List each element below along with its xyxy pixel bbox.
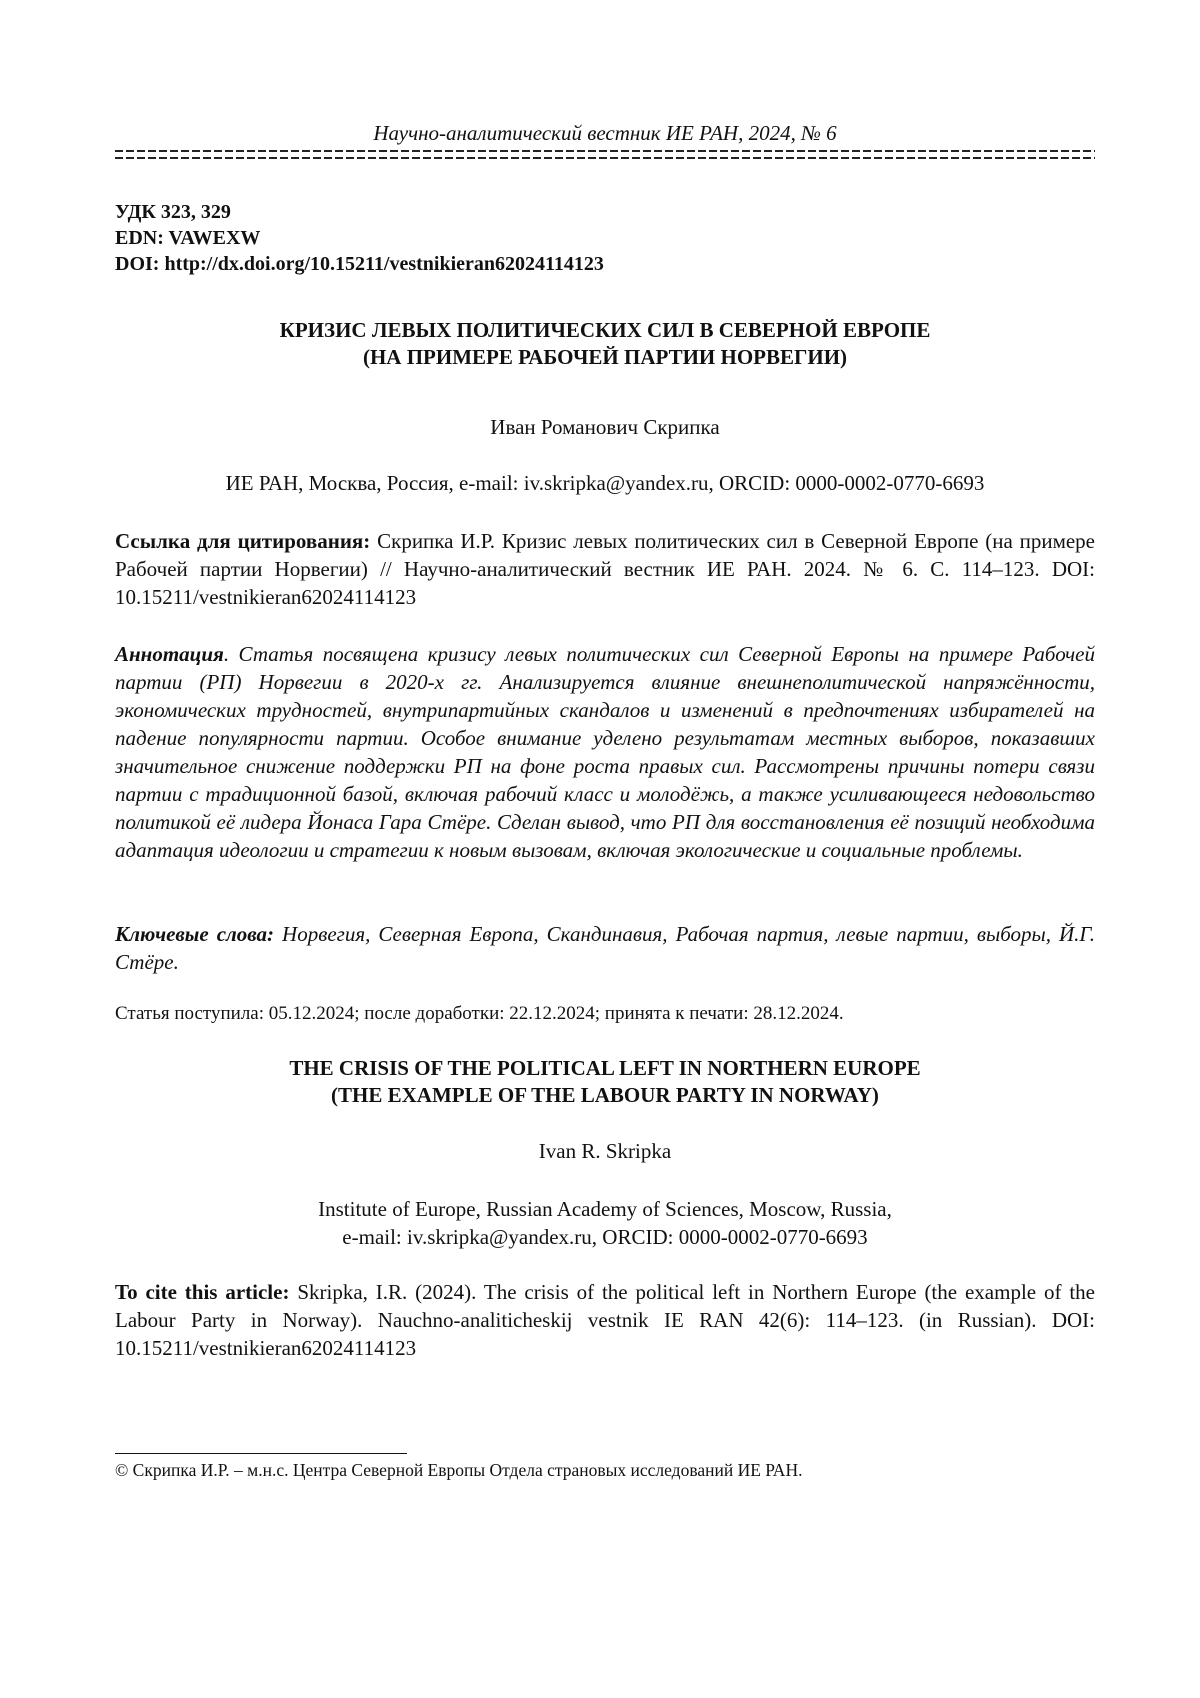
title-russian	[115, 317, 1095, 371]
title-english	[115, 1055, 1095, 1109]
citation-ru-label: Ссылка для цитирования:	[115, 529, 371, 553]
udk-code: УДК 323, 329	[115, 201, 231, 223]
citation-en-text: Skripka, I.R. (2024). The crisis of the political left in Northern Europe (the example of the Labour Party in Norway). Nauchno-analiticheskij vestnik IE RAN 42(6): 114–123. (in Russian). DOI: 10.15211/vestnikieran62024114123	[115, 1280, 1095, 1360]
author-russian: Иван Романович Скрипка	[490, 415, 720, 439]
affiliation-en-line-2: e-mail: iv.skripka@yandex.ru, ORCID: 0000-0002-0770-6693	[342, 1225, 868, 1249]
affiliation-english	[115, 1195, 1095, 1251]
affiliation-en-line-1: Institute of Europe, Russian Academy of Sciences, Moscow, Russia,	[318, 1197, 892, 1221]
author-english: Ivan R. Skripka	[538, 1139, 672, 1163]
title-ru-line-1: КРИЗИС ЛЕВЫХ ПОЛИТИЧЕСКИХ СИЛ В СЕВЕРНОЙ ЕВРОПЕ	[279, 318, 931, 342]
title-en-line-2: (THE EXAMPLE OF THE LABOUR PARTY IN NORWAY)	[331, 1083, 879, 1107]
abstract-text: . Статья посвящена кризису левых политических сил Северной Европы на примере Рабочей партии (РП) Норвегии в 2020-х гг. Анализируется влияние внешнеполитической напряжённости, экономических трудностей, внутрипартийных скандалов и изменений в предпочтениях избирателей на падение популярности партии. Особое внимание уделено результатам местных выборов, показавших значительное снижение поддержки РП на фоне роста правых сил. Рассмотрены причины потери связи партии с традиционной базой, включая рабочий класс и молодёжь, а также усиливающееся недовольство политикой её лидера Йонаса Гара Стёре. Сделан вывод, что РП для восстановления её позиций необходима адаптация идеологии и стратегии к новым вызовам, включая экологические и социальные проблемы.	[115, 642, 1095, 862]
edn-code: EDN: VAWEXW	[115, 227, 261, 249]
footnote: © Скрипка И.Р. – м.н.с. Центра Северной Европы Отдела страновых исследований ИЕ РАН.	[115, 1460, 803, 1480]
header-double-rule	[115, 150, 1095, 161]
article-metadata	[115, 199, 604, 277]
citation-en-label: To cite this article:	[115, 1280, 290, 1304]
keywords-label: Ключевые слова:	[115, 922, 275, 946]
keywords-text: Норвегия, Северная Европа, Скандинавия, Рабочая партия, левые партии, выборы, Й.Г. Стёре.	[115, 922, 1095, 974]
abstract-label: Аннотация	[115, 642, 224, 666]
doi-link[interactable]: DOI: http://dx.doi.org/10.15211/vestnikieran62024114123	[115, 253, 604, 275]
running-head: Научно-аналитический вестник ИЕ РАН, 2024, № 6	[373, 121, 837, 145]
citation-russian	[115, 527, 1095, 611]
affiliation-russian: ИЕ РАН, Москва, Россия, e-mail: iv.skripka@yandex.ru, ORCID: 0000-0002-0770-6693	[225, 471, 985, 495]
citation-english	[115, 1278, 1095, 1362]
citation-ru-text: Скрипка И.Р. Кризис левых политических сил в Северной Европе (на примере Рабочей партии Норвегии) // Научно-аналитический вестник ИЕ РАН. 2024. № 6. С. 114–123. DOI: 10.15211/vestnikieran62024114123	[115, 529, 1096, 609]
abstract-russian	[115, 640, 1095, 864]
title-en-line-1: THE CRISIS OF THE POLITICAL LEFT IN NORTHERN EUROPE	[289, 1056, 921, 1080]
title-ru-line-2: (НА ПРИМЕРЕ РАБОЧЕЙ ПАРТИИ НОРВЕГИИ)	[362, 345, 848, 369]
article-dates: Статья поступила: 05.12.2024; после доработки: 22.12.2024; принята к печати: 28.12.2024.	[115, 1003, 844, 1024]
keywords-russian	[115, 920, 1095, 976]
footnote-rule	[115, 1453, 407, 1454]
